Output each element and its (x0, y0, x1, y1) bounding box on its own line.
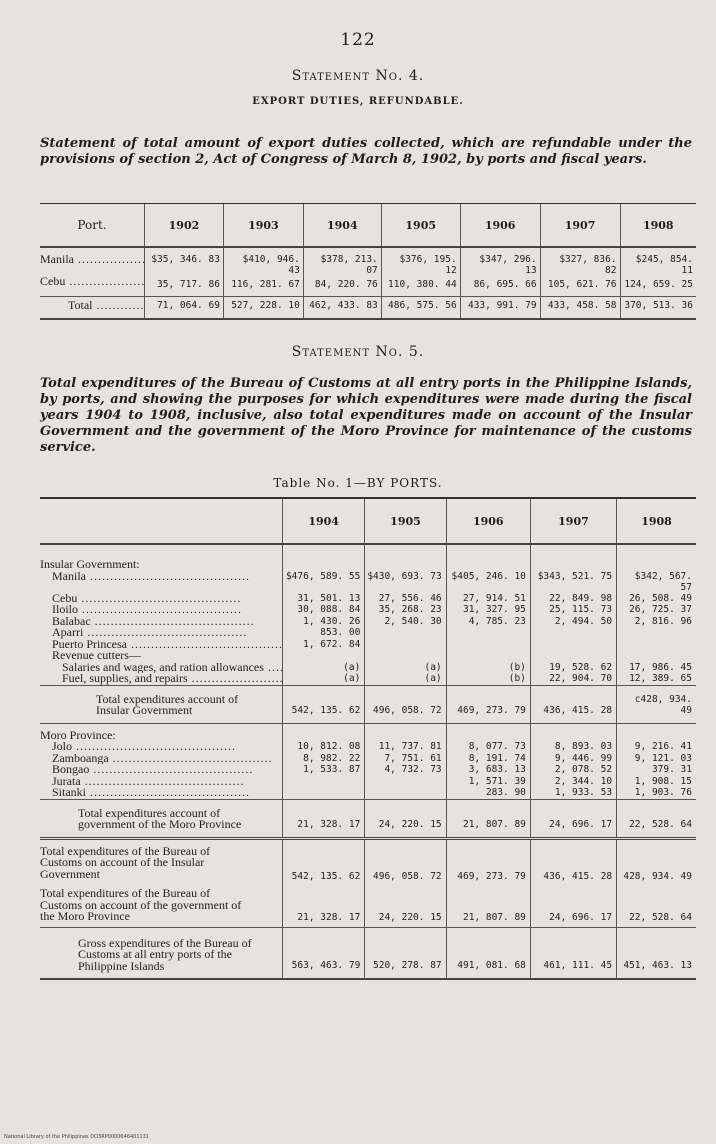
table-cell: 21, 328. 17 (283, 799, 365, 838)
statement-4-description: Statement of total amount of export duties collected, which are refundable under the provisions of section 2, Act of Congress of March 8, 1902, by ports and fiscal years. (40, 136, 692, 167)
table-cell: 24, 220. 15 (365, 799, 446, 838)
row-label: Balabac ..... (40, 616, 283, 628)
column-header: 1904 (283, 498, 365, 544)
table-cell: 469, 273. 79 (446, 838, 530, 882)
table-cell: 9, 216. 41 (617, 741, 696, 753)
row-label: Manila ..... (40, 571, 283, 593)
table-cell: 461, 111. 45 (530, 927, 616, 979)
table-cell: 22, 528. 64 (617, 882, 696, 927)
table-cell: 491, 081. 68 (446, 927, 530, 979)
table-cell: $476, 589. 55 (283, 571, 365, 593)
table-cell: 10, 812. 08 (283, 741, 365, 753)
row-label: Bongao ..... (40, 764, 283, 776)
table-cell (446, 627, 530, 639)
table-cell: $35, 346. 83 (145, 247, 224, 276)
table-cell: $327, 836. 82 (540, 247, 620, 276)
section-heading: Moro Province: (40, 727, 116, 742)
table-cell: 4, 785. 23 (446, 616, 530, 628)
section-heading: Insular Government: (40, 557, 140, 571)
statement-5-description: Total expenditures of the Bureau of Customs at all entry ports in the Philippine Islands, by ports, and showing the purposes for which expenditures were made during the fiscal years 1904 to 1908, inclusive, also total expenditures made on account of the Insular Government and the government of the Moro Province for maintenance of the customs service. (40, 376, 692, 455)
table-cell (365, 639, 446, 651)
table-cell: 11, 737. 81 (365, 741, 446, 753)
total-row (40, 296, 696, 319)
row-label: Salaries and wages, and ration allowances ..... (40, 662, 283, 674)
table-cell: (a) (365, 673, 446, 685)
table-cell (446, 639, 530, 651)
table-cell: 21, 807. 89 (446, 799, 530, 838)
table-row (40, 571, 696, 593)
table-row (40, 673, 696, 685)
total-row (40, 799, 696, 838)
statement-4-title: Statement No. 4. (291, 68, 425, 84)
table-row (40, 662, 696, 674)
table-cell: (b) (446, 673, 530, 685)
summary-row (40, 838, 696, 882)
table-cell: 433, 991. 79 (460, 296, 540, 319)
table-cell: $405, 246. 10 (446, 571, 530, 593)
table-cell: 1, 533. 87 (283, 764, 365, 776)
table-cell: 25, 115. 73 (530, 604, 616, 616)
table-cell: 469, 273. 79 (446, 685, 530, 723)
table-cell: 17, 986. 45 (617, 662, 696, 674)
row-label: Jurata ..... (40, 776, 283, 788)
table-cell: 436, 415. 28 (530, 838, 616, 882)
table-row (40, 741, 696, 753)
table-cell: 86, 695. 66 (460, 276, 540, 296)
table-cell: 1, 908. 15 (617, 776, 696, 788)
table-cell: 24, 696. 17 (530, 799, 616, 838)
table-cell: $376, 195. 12 (381, 247, 460, 276)
gross-total-row (40, 927, 696, 979)
table-row (40, 593, 696, 605)
table-cell: 8, 893. 03 (530, 741, 616, 753)
section-heading-row (40, 650, 696, 662)
table-cell: (a) (283, 673, 365, 685)
port-label: Cebu ..... (40, 276, 145, 296)
table-cell: (a) (283, 662, 365, 674)
total-label: Total ..... (40, 296, 145, 319)
table-cell: 35, 717. 86 (145, 276, 224, 296)
summary-label: Total expenditures of the Bureau of Customs on account of the government of the Moro Province (40, 886, 242, 923)
gross-label: Gross expenditures of the Bureau of Customs at all entry ports of the Philippine Islands (78, 935, 252, 973)
table-cell: 110, 380. 44 (381, 276, 460, 296)
table-cell: 527, 228. 10 (223, 296, 303, 319)
total-row (40, 685, 696, 723)
table-cell: 370, 513. 36 (620, 296, 696, 319)
table-cell: $430, 693. 73 (365, 571, 446, 593)
table-cell: 520, 278. 87 (365, 927, 446, 979)
table-cell: c428, 934. 49 (617, 685, 696, 723)
table-cell: (a) (365, 662, 446, 674)
row-label: Zamboanga ..... (40, 753, 283, 765)
table-header-row (40, 498, 696, 544)
table-cell: 496, 058. 72 (365, 685, 446, 723)
table-cell: $245, 854. 11 (620, 247, 696, 276)
table-cell: 21, 807. 89 (446, 882, 530, 927)
table-cell: 462, 433. 83 (303, 296, 381, 319)
table-row (40, 753, 696, 765)
table-cell: 8, 191. 74 (446, 753, 530, 765)
table-cell: 84, 220. 76 (303, 276, 381, 296)
table-cell: 1, 571. 39 (446, 776, 530, 788)
table-cell: 853. 00 (283, 627, 365, 639)
table-cell: 379. 31 (617, 764, 696, 776)
table-cell: 3, 683. 13 (446, 764, 530, 776)
table-cell (530, 639, 616, 651)
row-label: Jolo ..... (40, 741, 283, 753)
table-cell: 2, 344. 10 (530, 776, 616, 788)
table-row (40, 247, 696, 276)
column-header: 1903 (223, 204, 303, 248)
table-cell: 21, 328. 17 (283, 882, 365, 927)
statement-4-subtitle: EXPORT DUTIES, REFUNDABLE. (252, 96, 464, 107)
table-cell: 124, 659. 25 (620, 276, 696, 296)
table-cell (365, 787, 446, 799)
table-cell: 116, 281. 67 (223, 276, 303, 296)
column-header: 1906 (446, 498, 530, 544)
expenditures-table (40, 497, 696, 980)
moro-ports-group (40, 741, 696, 799)
table-cell: 1, 903. 76 (617, 787, 696, 799)
table-cell: (b) (446, 662, 530, 674)
row-label: Fuel, supplies, and repairs ..... (40, 673, 283, 685)
column-header: 1908 (617, 498, 696, 544)
row-label: Sitanki ..... (40, 787, 283, 799)
table-cell: 26, 508. 49 (617, 593, 696, 605)
table-cell: 433, 458. 58 (540, 296, 620, 319)
column-header: 1905 (365, 498, 446, 544)
table-cell: 31, 501. 13 (283, 593, 365, 605)
table-cell: 2, 078. 52 (530, 764, 616, 776)
table-cell: 1, 430. 26 (283, 616, 365, 628)
table-cell: 542, 135. 62 (283, 838, 365, 882)
table-cell: 8, 982. 22 (283, 753, 365, 765)
summary-label: Total expenditures of the Bureau of Customs on account of the Insular Government (40, 843, 211, 881)
table-cell: 2, 816. 96 (617, 616, 696, 628)
row-label: Cebu ..... (40, 593, 283, 605)
table-cell: 4, 732. 73 (365, 764, 446, 776)
table-cell: 105, 621. 76 (540, 276, 620, 296)
table-cell: 26, 725. 37 (617, 604, 696, 616)
table-cell: 22, 528. 64 (617, 799, 696, 838)
table-cell: 9, 446. 99 (530, 753, 616, 765)
table-row (40, 604, 696, 616)
table-cell: 496, 058. 72 (365, 838, 446, 882)
table-cell: 27, 914. 51 (446, 593, 530, 605)
column-header: 1904 (303, 204, 381, 248)
insular-ports-group (40, 571, 696, 651)
port-label: Manila ..... (40, 247, 145, 276)
table-cell: 428, 934. 49 (617, 838, 696, 882)
table-cell: 24, 696. 17 (530, 882, 616, 927)
table-title: Table No. 1—BY PORTS. (273, 476, 443, 490)
table-cell: $378, 213. 07 (303, 247, 381, 276)
subsection-heading: Revenue cutters— (52, 648, 141, 662)
table-cell (617, 639, 696, 651)
table-row (40, 776, 696, 788)
summary-row (40, 882, 696, 927)
table-row (40, 764, 696, 776)
table-cell: 35, 268. 23 (365, 604, 446, 616)
row-label: Aparri ..... (40, 627, 283, 639)
table-cell: 7, 751. 61 (365, 753, 446, 765)
column-header: Port. (40, 204, 145, 248)
export-duties-table (40, 203, 696, 320)
table-cell (530, 627, 616, 639)
section-heading-row (40, 723, 696, 741)
table-cell: 19, 528. 62 (530, 662, 616, 674)
table-cell: 71, 064. 69 (145, 296, 224, 319)
total-label: Total expenditures account of Insular Government (96, 691, 239, 717)
section-heading-row (40, 544, 696, 571)
table-cell: $347, 296. 13 (460, 247, 540, 276)
table-cell: 486, 575. 56 (381, 296, 460, 319)
table-cell: 2, 540. 30 (365, 616, 446, 628)
scan-footer: National Library of the Philippines DO3RP0000646401131 (4, 1134, 150, 1140)
table-cell: 283. 90 (446, 787, 530, 799)
statement-5-title: Statement No. 5. (291, 344, 425, 360)
total-label: Total expenditures account of government of the Moro Province (78, 805, 242, 831)
table-cell: 22, 849. 98 (530, 593, 616, 605)
table-row (40, 616, 696, 628)
table-cell: $343, 521. 75 (530, 571, 616, 593)
table-cell: 1, 672. 84 (283, 639, 365, 651)
table-cell (283, 776, 365, 788)
table-cell (617, 627, 696, 639)
page-number: 122 (340, 30, 376, 50)
table-cell: 451, 463. 13 (617, 927, 696, 979)
table-cell: 436, 415. 28 (530, 685, 616, 723)
table-cell: 27, 556. 46 (365, 593, 446, 605)
table-cell: $342, 567. 57 (617, 571, 696, 593)
table-cell (283, 787, 365, 799)
table-row (40, 787, 696, 799)
table-cell: 22, 904. 70 (530, 673, 616, 685)
row-label: Iloilo ..... (40, 604, 283, 616)
table-cell: 30, 088. 84 (283, 604, 365, 616)
table-cell: $410, 946. 43 (223, 247, 303, 276)
column-header: 1907 (530, 498, 616, 544)
table-cell: 9, 121. 03 (617, 753, 696, 765)
table-cell: 24, 220. 15 (365, 882, 446, 927)
column-header: 1908 (620, 204, 696, 248)
row-label: Puerto Princesa ..... (40, 639, 283, 651)
table-cell: 12, 389. 65 (617, 673, 696, 685)
table-row (40, 627, 696, 639)
column-header (40, 498, 283, 544)
table-row (40, 276, 696, 296)
table-cell: 1, 933. 53 (530, 787, 616, 799)
column-header: 1905 (381, 204, 460, 248)
cutters-group (40, 662, 696, 686)
table-cell (365, 627, 446, 639)
column-header: 1902 (145, 204, 224, 248)
column-header: 1906 (460, 204, 540, 248)
table-cell: 542, 135. 62 (283, 685, 365, 723)
table-cell (365, 776, 446, 788)
table-cell: 8, 077. 73 (446, 741, 530, 753)
table-cell: 2, 494. 50 (530, 616, 616, 628)
table-header-row (40, 204, 696, 248)
table-cell: 31, 327. 95 (446, 604, 530, 616)
column-header: 1907 (540, 204, 620, 248)
table-cell: 563, 463. 79 (283, 927, 365, 979)
